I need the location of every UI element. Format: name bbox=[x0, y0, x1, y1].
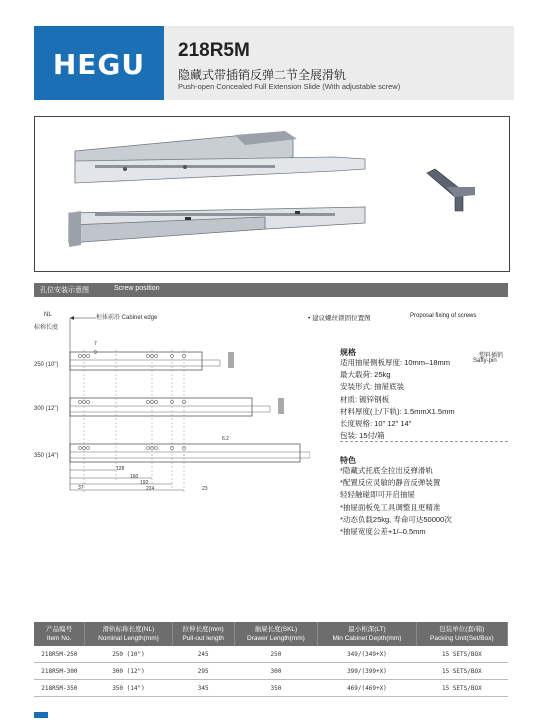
fixing-label-cn: • 建议螺丝锁固位置图 bbox=[308, 315, 371, 322]
feature-line: *抽屉面板免工具调整且更精准 bbox=[340, 502, 441, 512]
feature-line: *配置反应灵敏的静音反弹装置 bbox=[340, 478, 441, 488]
section-header-bar bbox=[34, 283, 508, 297]
brand-logo: HEGU bbox=[52, 48, 146, 81]
dim-160: 160 bbox=[130, 474, 139, 480]
row-label-300: 300 (12") bbox=[34, 406, 59, 412]
col-packing-unit: 包装单位(套/箱) Packing Unit(Set/Box) bbox=[416, 622, 507, 646]
nl-label-cn: 标称长度 bbox=[34, 325, 59, 331]
spec-line: 安装形式: 抽屉底装 bbox=[340, 382, 405, 392]
product-title-cn: 隐藏式带插销反弹二节全展滑轨 bbox=[178, 68, 347, 82]
logo-block bbox=[34, 26, 164, 100]
row-label-250: 250 (10") bbox=[34, 362, 59, 368]
product-title-en: Push-open Concealed Full Extension Slide (With adjustable screw) bbox=[178, 82, 401, 91]
dim-7: 7 bbox=[94, 341, 97, 347]
dim-192: 192 bbox=[140, 480, 149, 486]
spec-line: 适用抽屉侧板厚度: 10mm–18mm bbox=[340, 358, 451, 367]
dim-224: 224 bbox=[146, 486, 155, 492]
fixing-label-en: Proposal fixing of screws bbox=[410, 313, 477, 319]
model-number: 218R5M bbox=[178, 40, 250, 61]
safety-pin-image bbox=[427, 169, 475, 211]
title-panel bbox=[164, 26, 514, 100]
spec-line: 材料厚度(上/下轨): 1.5mmX1.5mm bbox=[340, 406, 455, 416]
product-photo bbox=[35, 117, 509, 271]
spec-divider bbox=[340, 441, 508, 442]
col-min-cabinet-depth: 最小柜深(LT) Min Cabinet Depth(mm) bbox=[318, 622, 416, 646]
dim-23: 23 bbox=[202, 486, 208, 492]
pin-label-en: Safty-pin bbox=[473, 358, 497, 364]
spec-line: 最大载荷: 25kg bbox=[340, 370, 391, 380]
dim-6-2: 6.2 bbox=[222, 436, 229, 442]
features-heading: 特色 bbox=[340, 456, 356, 465]
screw-position-drawing bbox=[60, 310, 310, 500]
col-pull-out-length: 拉伸长度(mm) Pull-out length bbox=[172, 622, 234, 646]
feature-line: *抽屉宽度公差+1/–0.5mm bbox=[340, 527, 426, 537]
table-row: 218R5M-350 350 (14") 345 350 469/(469+X) 15 SETS/BOX bbox=[34, 680, 508, 697]
spec-line: 包装: 15付/箱 bbox=[340, 431, 385, 441]
col-item-no: 产品编号 Item No. bbox=[34, 622, 85, 646]
specs-heading: 规格 bbox=[340, 348, 356, 357]
row-label-350: 350 (14") bbox=[34, 453, 59, 459]
section-title-cn: 孔位安装示意图 bbox=[40, 287, 89, 294]
cabinet-edge-label: 柜体前沿 Cabinet edge bbox=[96, 315, 158, 321]
specs-list bbox=[340, 357, 455, 442]
spec-line: 材质: 镀锌钢板 bbox=[340, 394, 390, 404]
table-header-row bbox=[34, 622, 508, 646]
col-drawer-length: 抽屉长度(SKL) Drawer Length(mm) bbox=[234, 622, 318, 646]
dim-128: 128 bbox=[116, 466, 125, 472]
spec-line: 长度规格: 10" 12" 14" bbox=[340, 419, 412, 429]
table-row: 218R5M-250 250 (10") 245 250 349/(349+X) 15 SETS/BOX bbox=[34, 646, 508, 663]
upper-slide-image bbox=[75, 131, 365, 183]
table-row: 218R5M-300 300 (12") 295 300 399/(399+X) 15 SETS/BOX bbox=[34, 663, 508, 680]
features-list bbox=[340, 465, 452, 538]
nl-label: NL bbox=[44, 312, 52, 318]
dim-37: 37 bbox=[78, 485, 84, 491]
feature-line: *隐藏式托底全拉出反弹滑轨 bbox=[340, 466, 433, 475]
product-table bbox=[34, 622, 508, 697]
col-nominal-length: 滑轨标称长度(NL) Nominal Length(mm) bbox=[85, 622, 172, 646]
pin-label-cn: 塑料插销 bbox=[479, 353, 504, 359]
feature-line: *动态负载25kg, 寿命可达50000次 bbox=[340, 514, 452, 524]
footer-brand-mark bbox=[34, 712, 48, 718]
section-title-en: Screw position bbox=[114, 285, 160, 292]
feature-line: 轻轻触碰即可开启抽屉 bbox=[340, 490, 415, 500]
lower-slide-image bbox=[69, 207, 365, 247]
dim-9: 9 bbox=[94, 350, 97, 356]
